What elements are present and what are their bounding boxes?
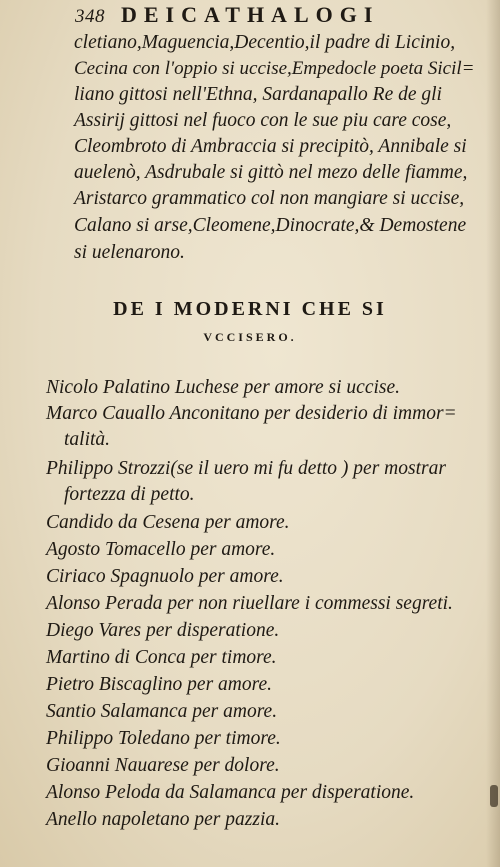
paragraph-line: cletiano,Maguencia,Decentio,il padre di Licinio, (74, 32, 456, 53)
list-item: Gioanni Nauarese per dolore. (46, 755, 280, 776)
paragraph-line: auelenò, Asdrubale si gittò nel mezo delle fiamme, (74, 162, 468, 183)
list-item: fortezza di petto. (64, 484, 195, 505)
paragraph-line: Aristarco grammatico col non mangiare si uccise, (74, 188, 465, 209)
ink-stain (490, 785, 498, 807)
section-heading: DE I MODERNI CHE SI (113, 298, 387, 320)
list-item: Pietro Biscaglino per amore. (46, 674, 273, 695)
paragraph-line: Cleombroto di Ambraccia si precipitò, Annibale si (74, 136, 467, 157)
paragraph-line: Cecina con l'oppio si uccise,Empedocle poeta Sicil= (74, 58, 475, 79)
list-item: Martino di Conca per timore. (46, 647, 277, 668)
list-item: Alonso Peloda da Salamanca per disperatione. (46, 782, 415, 803)
list-item: Marco Cauallo Anconitano per desiderio di immor= (46, 403, 457, 424)
running-title: DEICATHALOGI (121, 2, 380, 27)
list-item: Philippo Toledano per timore. (46, 728, 281, 749)
list-item: Anello napoletano per pazzia. (46, 809, 280, 830)
section-subheading: VCCISERO. (203, 330, 297, 344)
list-item: Nicolo Palatino Luchese per amore si uccise. (46, 377, 401, 398)
list-item: Candido da Cesena per amore. (46, 512, 290, 533)
paragraph-line: Calano si arse,Cleomene,Dinocrate,& Demostene (74, 215, 467, 236)
list-item: Alonso Perada per non riuellare i commessi segreti. (46, 593, 453, 614)
list-item: Ciriaco Spagnuolo per amore. (46, 566, 284, 587)
list-item: Agosto Tomacello per amore. (46, 539, 276, 560)
list-item: Santio Salamanca per amore. (46, 701, 278, 722)
page-number: 348 (75, 6, 105, 27)
list-item: Philippo Strozzi(se il uero mi fu detto ) per mostrar (46, 458, 446, 479)
list-item: Diego Vares per disperatione. (46, 620, 280, 641)
page-edge-shadow (486, 0, 500, 867)
running-head (75, 2, 475, 28)
paragraph-line: Assirij gittosi nel fuoco con le sue piu care cose, (74, 110, 452, 131)
paragraph-line: liano gittosi nell'Ethna, Sardanapallo Re de gli (74, 84, 442, 105)
paragraph-line: si uelenarono. (74, 242, 185, 263)
list-item: talità. (64, 429, 111, 450)
